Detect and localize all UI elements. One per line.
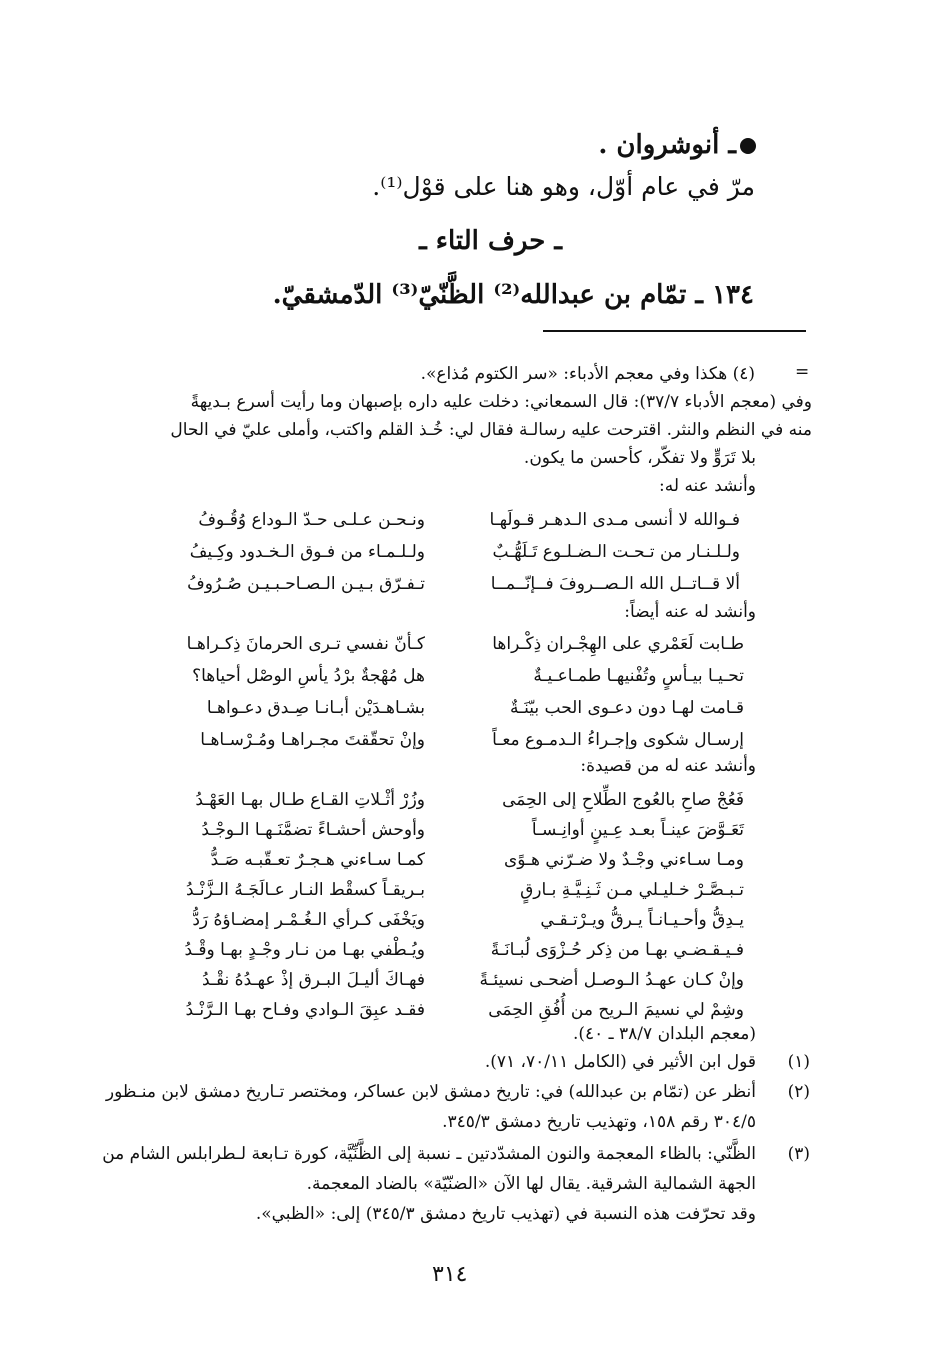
verse-left: وأوحش أحشـاءً تضمَّنَـهـا الـوجْـدُ	[201, 820, 425, 840]
source-citation: (معجم البلدان ٣٨/٧ ـ ٤٠).	[572, 1024, 756, 1044]
verse-left: وإنْ تحقّقتَ مجـراهـا ومُـرْسـاهـا	[200, 730, 425, 750]
verse-right: ولـلـنـار من تـحـت الـضـلـوع تَـلَهُّـبٌ	[492, 542, 740, 562]
entry-title: ١٣٤ ـ تمّام بن عبدالله⁽²⁾ الظَّنّيّ⁽³⁾ الدّمشقيّ.	[272, 280, 754, 310]
verse-left: كمـا سـاءني هـجـرٌ تعـقّبـه صَـدُّ	[210, 850, 425, 870]
verse-right: وإنْ كـان عهـدُ الـوصـل أضحـى نسيئـةً	[479, 970, 744, 990]
verse-right: تـبـصَّـرْ خـليـلي مـن ثَـنِـيَّـةِ بـارقٍ	[520, 880, 744, 900]
verse-left: تـفـرّق بـيـن الـصـاحـبـيـن صُـرُوفُ	[187, 574, 425, 594]
note4-line: وفي (معجم الأدباء ٣٧/٧): قال السمعاني: دخلت عليه داره بإصبهان وما رأيت أسرع بـديهةً	[190, 392, 812, 412]
verse-left: وزُرْ أثْـلاتِ القـاع طـال بهـا العَهْـدُ	[195, 790, 425, 810]
verse-right: ومـا سـاءني وجْـدٌ ولا ضـرّني هـوًى	[503, 850, 744, 870]
footnote-text: أنظر عن (تمّام بن عبدالله) في: تاريخ دمشق لابن عساكر، ومختصر تـاريخ دمشق لابن منـظور	[105, 1082, 756, 1102]
bullet-icon	[740, 138, 756, 154]
footnote-text: ٣٠٤/٥ رقم ١٥٨، وتهذيب تاريخ دمشق ٣٤٥/٣.	[442, 1112, 756, 1132]
verse-right: تَعَـوَّضَ عينـاً بعـد عِـينٍ أوانِـسـاً	[531, 820, 744, 840]
note4-line: منه في النظم والنثر. اقترحت عليه رسالـة فقال لي: خُـذ القلم واكتب، وأملى عليّ في الحال	[170, 420, 812, 440]
verse-left: فهـاكَ أليـلَ البـرق إذْ عهـدُهُ نقْـدُ	[202, 970, 425, 990]
footnote-number: (٢)	[787, 1082, 810, 1102]
verse-right: ألا قــاتــل الله الـصــروفَ فــإنّــمــا	[490, 574, 740, 594]
note4-line: بلا تَرَوٍّ ولا تفكّر، كأحسن ما يكون.	[523, 448, 756, 468]
separator-rule	[543, 330, 806, 332]
page-number: ٣١٤	[432, 1262, 468, 1287]
poem-intro: وأنشد عنه له من قصيدة:	[580, 756, 756, 776]
verse-right: قـامت لهـا دون دعـوى الحب بيّنَـةٌ	[510, 698, 744, 718]
verse-right: تحـيـا بيـأسٍ وتُفْنيهـا طمـاعـيـةٌ	[533, 666, 744, 686]
poem-intro: وأنشد له عنه أيضاً:	[624, 602, 756, 622]
verse-left: فقـد عبِقَ الـوادي وفـاح بهـا الـرَّنْـدُ	[185, 1000, 425, 1020]
continuation-marker: =	[795, 362, 810, 382]
footnote-number: (٣)	[787, 1144, 810, 1164]
verse-left: بـريقـاً كسقْط النـار عـالَجَـهُ الـزَّنْـدُ	[185, 880, 425, 900]
verse-right: وشِمْ لي نسيمَ الـريح من أُفُقِ الحِمَى	[488, 1000, 744, 1020]
footnote-text: الجهة الشمالية الشرقية. يقال لها الآن «الضنّيّة» بالضاد المعجمة.	[306, 1174, 756, 1194]
note4-line: وأنشد عنه له:	[659, 476, 756, 496]
verse-right: إرسـال شكوى وإجـراءُ الـدمـوع معـاً	[492, 730, 744, 750]
verse-right: يـدِقُّ وأحـيـانـاً يـرقُّ ويـرْتـقـي	[540, 910, 744, 930]
footnote-text: وقد تحرّفت هذه النسبة في (تهذيب تاريخ دمشق ٣٤٥/٣) إلى: «الظبي».	[255, 1204, 756, 1224]
entry-anushirwan: ـ أنوشروان .	[598, 130, 756, 160]
footnote-text: الظَّنّي: بالظاء المعجمة والنون المشدّدتين ـ نسبة إلى الظَّنِّيَّة، كورة تـابعة لـطرابلس الشام من	[102, 1144, 756, 1164]
verse-left: بشـاهـدَيْن أبـانـا صِـدق دعـواهـا	[206, 698, 425, 718]
footnote-text: قول ابن الأثير في (الكامل ٧٠/١١، ٧١).	[484, 1052, 756, 1072]
verse-left: كـأنّ نفسي تـرى الحرمانَ ذِكـراهـا	[186, 634, 425, 654]
verse-right: فـوالله لا أنسى مـدى الـدهـر قـولَهـا	[489, 510, 740, 530]
verse-right: فـيـقـضـي بهـا من ذِكر حُـزْوَى لُبـانَـةً	[490, 940, 744, 960]
note4-line: (٤) هكذا وفي معجم الأدباء: «سر الكتوم مُذاع».	[420, 364, 755, 384]
verse-right: طـابت لَعَمْري على الهِجْـران ذِكْـراها	[492, 634, 744, 654]
entry-note: مرّ في عام أوّل، وهو هنا على قوْل⁽¹⁾.	[372, 172, 755, 201]
verse-left: ويَخْفَى كـرأي الـغُـمْـر إمضـاؤهُ رَدُّ	[192, 910, 425, 930]
verse-left: ويُـطْفي بهـا من نـار وجْـدٍ بهـا وقْـدُ	[184, 940, 425, 960]
verse-left: ونـحـن عـلـى حـدّ الـوداع وُقُـوفُ	[198, 510, 425, 530]
verse-right: فَعُجْ صاحِ بالعُوج الطِّلاحِ إلى الحِمَى	[502, 790, 744, 810]
section-title: ـ حرف التاء ـ	[419, 226, 562, 256]
verse-left: ولـلـمـاء من فـوق الـخـدود وكِـيفُ	[189, 542, 425, 562]
verse-left: هل مُهْجةٌ برْدُ يأسِ الوصْل أحياها؟	[192, 666, 425, 686]
footnote-number: (١)	[787, 1052, 810, 1072]
